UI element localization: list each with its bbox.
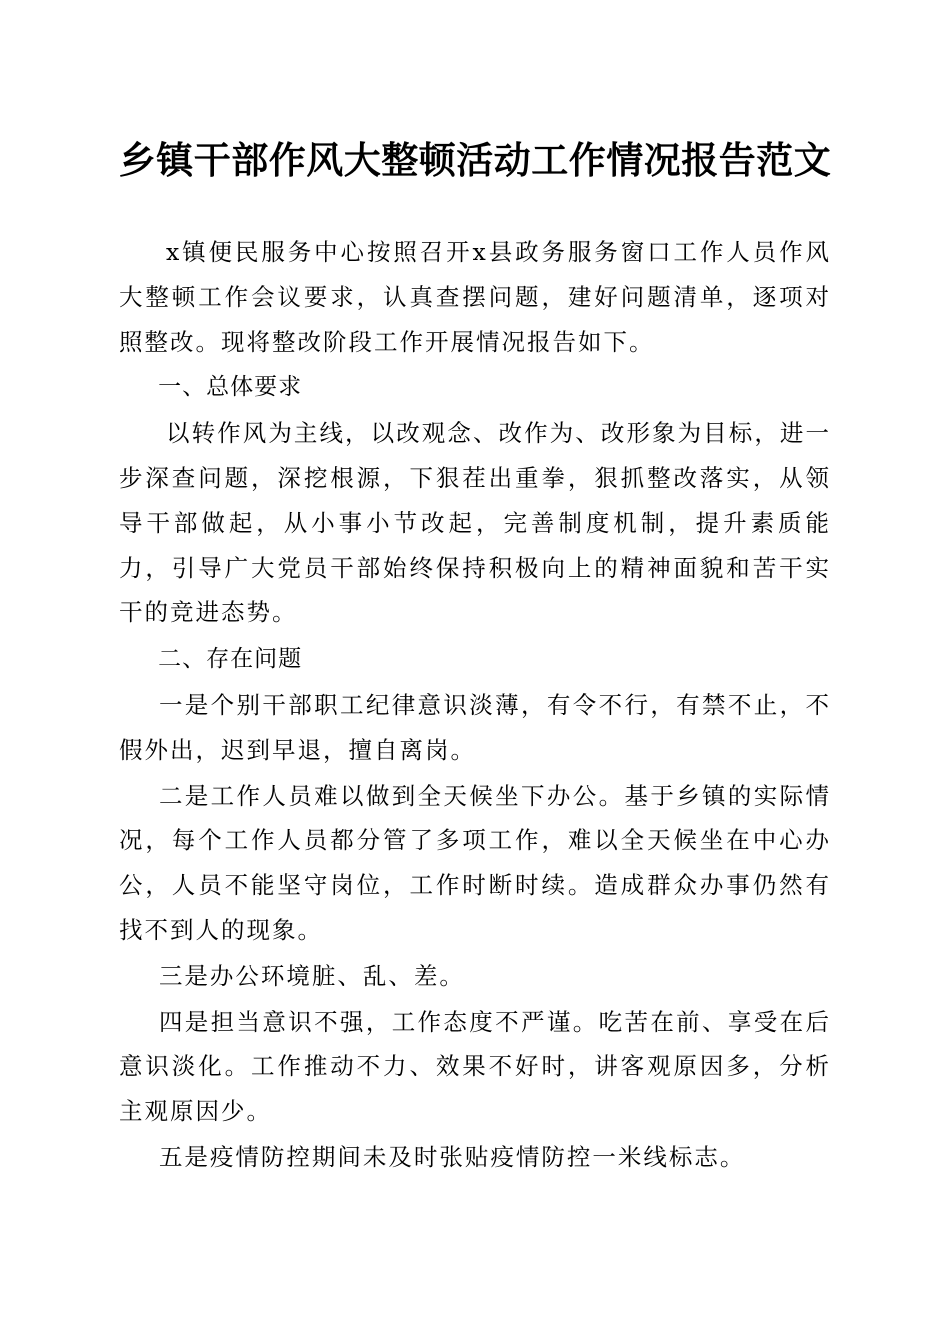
document-body (119, 230, 831, 1181)
problem-paragraph-4: 四是担当意识不强，工作态度不严谨。吃苦在前、享受在后意识淡化。工作推动不力、效果不好时，讲客观原因多，分析主观原因少。 (119, 1007, 831, 1126)
problem-paragraph-2: 二是工作人员难以做到全天候坐下办公。基于乡镇的实际情况，每个工作人员都分管了多项工作，难以全天候坐在中心办公，人员不能坚守岗位，工作时断时续。造成群众办事仍然有找不到人的现象。 (119, 781, 831, 944)
problem-paragraph-1: 一是个别干部职工纪律意识淡薄，有令不行，有禁不止，不假外出，迟到早退，擅自离岗。 (119, 690, 831, 764)
section-heading-existing-problems: 二、存在问题 (158, 646, 303, 673)
problem-paragraph-5: 五是疫情防控期间未及时张贴疫情防控一米线标志。 (158, 1142, 746, 1171)
document-title: 乡镇干部作风大整顿活动工作情况报告范文 (118, 138, 832, 182)
section-heading-general-requirements: 一、总体要求 (158, 374, 303, 401)
section-paragraph: 以转作风为主线，以改观念、改作为、改形象为目标，进一步深查问题，深挖根源，下狠茬出重拳，狠抓整改落实，从领导干部做起，从小事小节改起，完善制度机制，提升素质能力，引导广大党员干部始终保持积极向上的精神面貌和苦干实干的竞进态势。 (119, 419, 831, 627)
intro-paragraph: x镇便民服务中心按照召开x县政务服务窗口工作人员作风大整顿工作会议要求，认真查摆问题，建好问题清单，逐项对照整改。现将整改阶段工作开展情况报告如下。 (119, 238, 831, 356)
problem-paragraph-3: 三是办公环境脏、乱、差。 (158, 961, 465, 990)
